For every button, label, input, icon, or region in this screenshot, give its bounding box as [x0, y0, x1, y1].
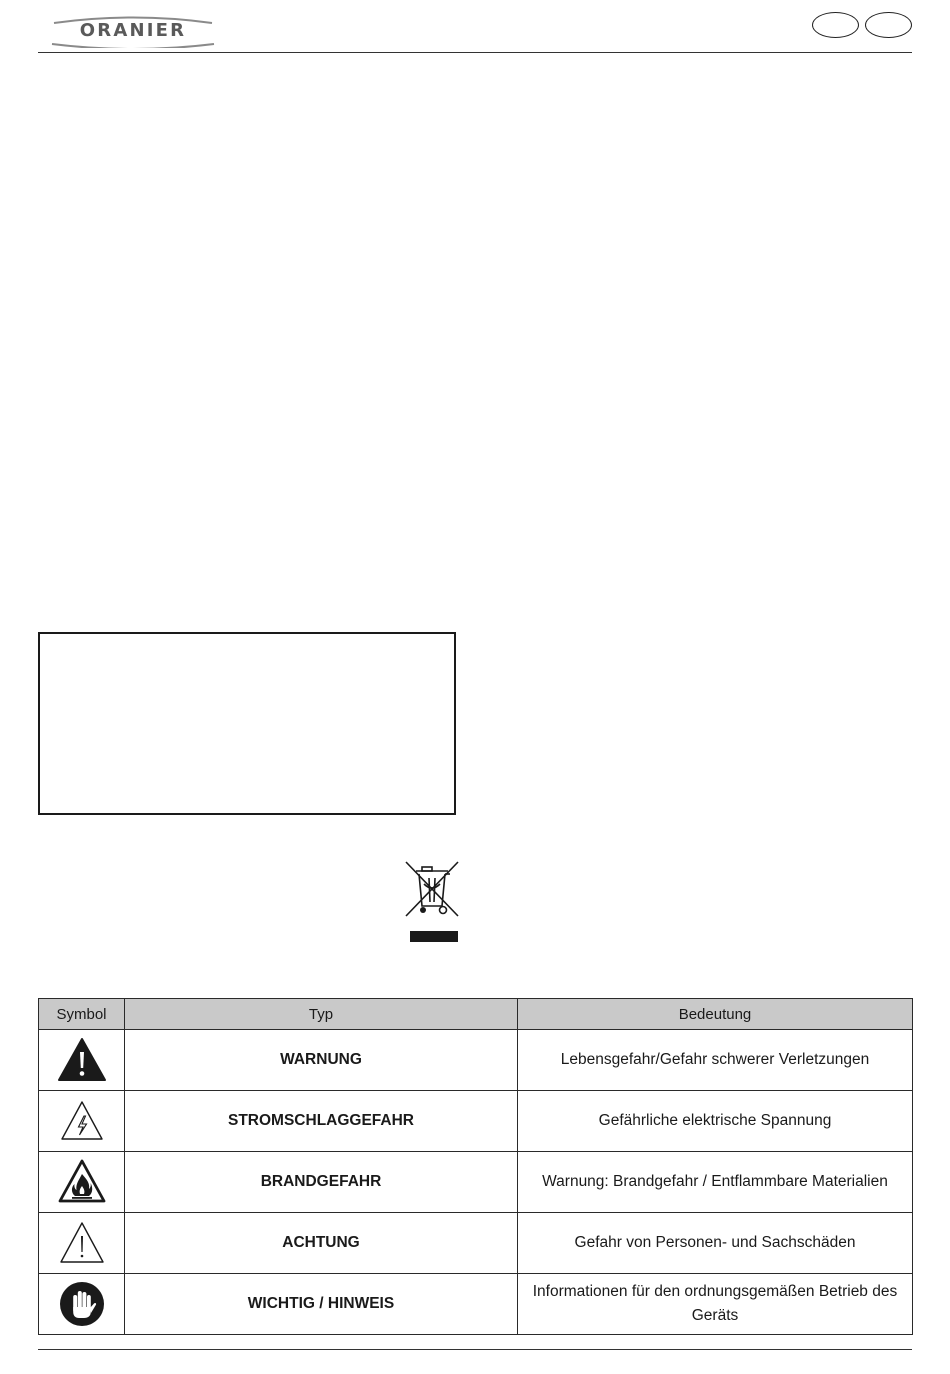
table-row — [39, 1030, 913, 1091]
hand-stop-icon — [59, 1281, 105, 1327]
symbol-table — [38, 998, 913, 1335]
table-row — [39, 1274, 913, 1335]
meaning-cell: Gefährliche elektrische Spannung — [518, 1091, 913, 1152]
caution-icon — [58, 1220, 106, 1266]
electric-shock-icon — [59, 1099, 105, 1143]
footer-divider — [38, 1349, 912, 1350]
header-divider — [38, 52, 912, 53]
type-cell: ACHTUNG — [125, 1213, 518, 1274]
column-header-type: Typ — [125, 999, 518, 1030]
meaning-cell: Lebensgefahr/Gefahr schwerer Verletzungen — [518, 1030, 913, 1091]
brand-name: ORANIER — [79, 20, 187, 41]
language-badge — [865, 12, 912, 38]
symbol-cell — [39, 1213, 125, 1274]
brand-logo — [44, 14, 222, 48]
notice-box — [38, 632, 456, 815]
meaning-cell: Gefahr von Personen- und Sachschäden — [518, 1213, 913, 1274]
symbol-cell — [39, 1091, 125, 1152]
column-header-symbol: Symbol — [39, 999, 125, 1030]
warning-filled-icon — [57, 1037, 107, 1083]
symbol-cell — [39, 1152, 125, 1213]
type-cell: WICHTIG / HINWEIS — [125, 1274, 518, 1335]
table-row — [39, 1152, 913, 1213]
fire-hazard-icon — [58, 1159, 106, 1205]
table-row — [39, 1213, 913, 1274]
type-cell: WARNUNG — [125, 1030, 518, 1091]
table-header-row — [39, 999, 913, 1030]
column-header-meaning: Bedeutung — [518, 999, 913, 1030]
type-cell: BRANDGEFAHR — [125, 1152, 518, 1213]
symbol-cell — [39, 1030, 125, 1091]
type-cell: STROMSCHLAGGEFAHR — [125, 1091, 518, 1152]
meaning-cell: Informationen für den ordnungsgemäßen Betrieb des Geräts — [518, 1274, 913, 1335]
language-badge — [812, 12, 859, 38]
weee-crossed-bin-icon — [403, 858, 461, 944]
meaning-cell: Warnung: Brandgefahr / Entflammbare Materialien — [518, 1152, 913, 1213]
table-row — [39, 1091, 913, 1152]
symbol-cell — [39, 1274, 125, 1335]
language-badges — [812, 12, 916, 40]
